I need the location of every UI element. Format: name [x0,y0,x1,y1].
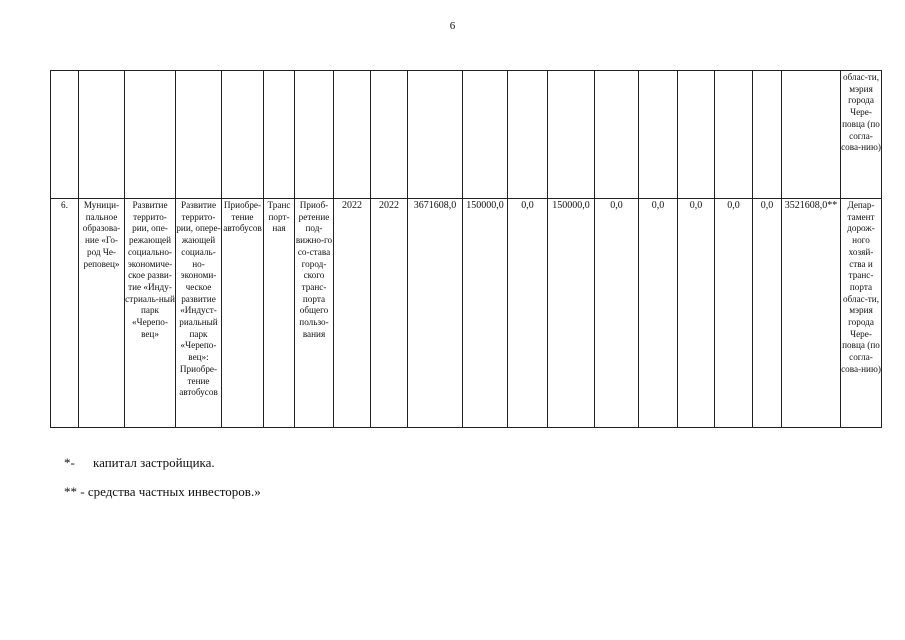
table-cell [639,71,678,199]
footnote-mark: ** [64,484,77,499]
end-year-cell: 2022 [371,199,408,428]
footnote-text: капитал застройщика. [93,455,215,470]
private-investment-cell: 3521608,0** [782,199,841,428]
value-cell: 0,0 [595,199,639,428]
table-cell [176,71,222,199]
measure-cell: Приобре-тение автобусов [222,199,264,428]
value-cell: 0,0 [678,199,715,428]
table-cell [334,71,371,199]
table-row [51,71,882,199]
project-name-cell: Развитие террито-рии, опере-жающей социаль-но-экономи-ческое развитие «Индуст-риальный парк «Черепо-вец»: Приобре-тение автобусов [176,199,222,428]
municipality-cell: Муници-пальное образова-ние «Го-род Че-реповец» [79,199,125,428]
table-cell [51,71,79,199]
value-cell: 150000,0 [548,199,595,428]
row-number-cell: 6. [51,199,79,428]
table-cell [79,71,125,199]
table-cell [463,71,508,199]
value-cell: 0,0 [715,199,753,428]
table-cell [753,71,782,199]
responsible-cell-continued: облас-ти, мэрия города Чере-повца (по согла-сова-нию) [841,71,882,199]
value-cell: 150000,0 [463,199,508,428]
table-cell [264,71,295,199]
table-cell [548,71,595,199]
table-cell [678,71,715,199]
value-cell: 0,0 [639,199,678,428]
footnote-private-investors [64,484,261,500]
value-cell: 0,0 [753,199,782,428]
page-number: 6 [449,20,456,32]
table-cell [295,71,334,199]
responsible-cell: Депар-тамент дорож-ного хозяй-ства и транс-порта облас-ти, мэрия города Чере-повца (по согла-сова-нию) [841,199,882,428]
table-cell [782,71,841,199]
table-cell [222,71,264,199]
footnote-text: - средства частных инвесторов.» [80,484,261,499]
footnote-mark: *- [64,455,75,470]
table-cell [371,71,408,199]
infrastructure-type-cell: Транс порт-ная [264,199,295,428]
table-cell [715,71,753,199]
table-cell [508,71,548,199]
territory-cell: Развитие террито-рии, опе-режающей социально-экономиче-ское разви-тие «Инду-стриаль-ный парк «Черепо-вец» [125,199,176,428]
value-cell: 0,0 [508,199,548,428]
description-cell: Приоб-ретение под-вижно-го со-става город-ского транс-порта общего пользо-вания [295,199,334,428]
table-cell [595,71,639,199]
table-row [51,199,882,428]
footnote-developer-capital [64,455,215,471]
total-cost-cell: 3671608,0 [408,199,463,428]
table-cell [408,71,463,199]
table-cell [125,71,176,199]
investment-table [50,70,882,428]
start-year-cell: 2022 [334,199,371,428]
